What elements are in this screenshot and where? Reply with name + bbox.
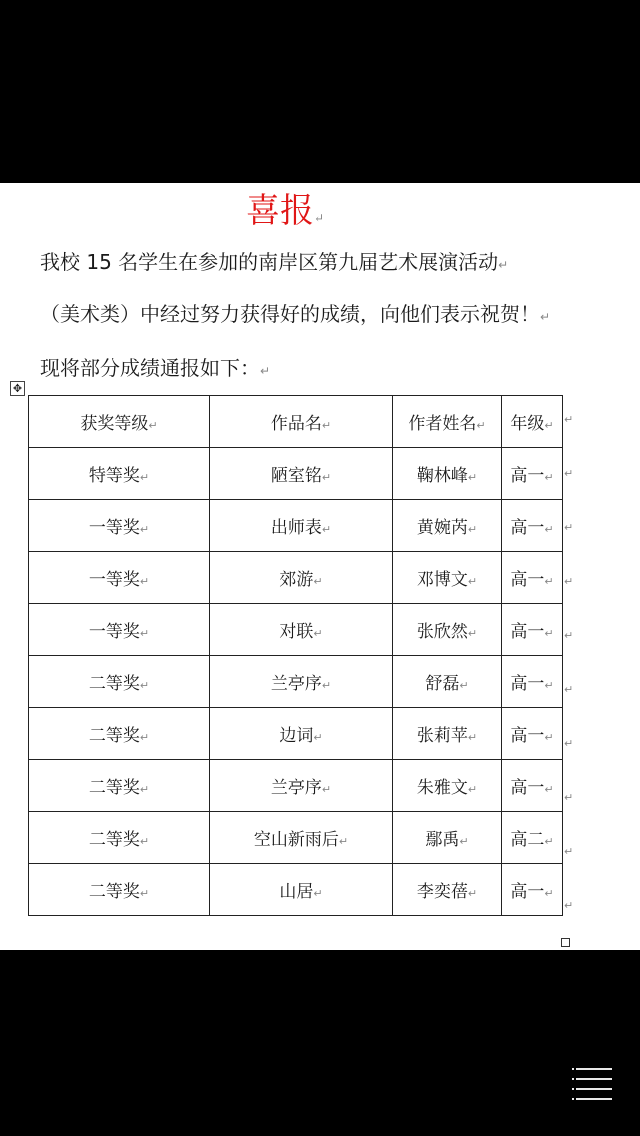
cell-text: 二等奖 — [88, 726, 140, 746]
author-name-cell — [393, 864, 502, 916]
cell-end-mark: ↵ — [313, 887, 323, 900]
cell-end-mark: ↵ — [139, 731, 150, 744]
cell-text: 高一 — [510, 674, 545, 694]
award-level-cell — [29, 864, 210, 916]
work-title-cell — [210, 708, 393, 760]
grade-cell — [502, 604, 563, 656]
work-title-cell — [210, 448, 393, 500]
cell-text: 二等奖 — [88, 882, 140, 902]
column-header — [502, 396, 563, 448]
author-name-cell — [393, 552, 502, 604]
work-title-cell — [210, 500, 393, 552]
row-end-mark: ↵ — [564, 629, 574, 642]
table-header-row — [29, 396, 563, 448]
move-icon[interactable]: ✥ — [10, 381, 25, 396]
cell-text: 山居 — [279, 882, 314, 902]
cell-text: 作品名 — [270, 414, 322, 434]
cell-text: 郊游 — [279, 570, 314, 590]
work-title-cell — [210, 864, 393, 916]
cell-text: 年级 — [510, 414, 545, 434]
cell-end-mark: ↵ — [476, 419, 486, 432]
grade-cell — [502, 448, 563, 500]
cell-text: 高一 — [510, 726, 545, 746]
award-level-cell — [29, 448, 210, 500]
row-end-mark: ↵ — [564, 467, 574, 480]
author-name-cell — [393, 760, 502, 812]
grade-cell — [502, 708, 563, 760]
cell-text: 兰亭序 — [270, 674, 322, 694]
grade-cell — [502, 552, 563, 604]
table-resize-handle[interactable] — [561, 938, 570, 947]
cell-text: 获奖等级 — [80, 414, 149, 434]
cell-text: 高一 — [510, 778, 545, 798]
cell-end-mark: ↵ — [321, 471, 332, 484]
cell-end-mark: ↵ — [459, 835, 469, 848]
cell-end-mark: ↵ — [544, 575, 554, 588]
cell-end-mark: ↵ — [467, 783, 478, 796]
grade-cell — [502, 656, 563, 708]
award-level-cell — [29, 500, 210, 552]
cell-text: 二等奖 — [88, 778, 140, 798]
paragraph-1: 我校 15 名学生在参加的南岸区第九届艺术展演活动↵ — [40, 250, 509, 274]
cell-end-mark: ↵ — [139, 835, 150, 848]
cell-text: 高一 — [510, 570, 545, 590]
cell-end-mark: ↵ — [544, 835, 554, 848]
author-name-cell — [393, 708, 502, 760]
cell-end-mark: ↵ — [321, 523, 332, 536]
grade-cell — [502, 760, 563, 812]
cell-end-mark: ↵ — [139, 783, 150, 796]
award-level-cell — [29, 708, 210, 760]
cell-text: 一等奖 — [88, 570, 140, 590]
cell-end-mark: ↵ — [467, 575, 478, 588]
cell-end-mark: ↵ — [544, 887, 554, 900]
cell-text: 高一 — [510, 622, 545, 642]
cell-text: 高一 — [510, 882, 545, 902]
grade-cell — [502, 500, 563, 552]
cell-text: 李奕蓓 — [416, 882, 468, 902]
cell-end-mark: ↵ — [338, 835, 349, 848]
document-page — [0, 183, 640, 950]
table-row — [29, 552, 563, 604]
row-end-mark: ↵ — [564, 791, 574, 804]
cell-text: 黄婉芮 — [416, 518, 468, 538]
cell-text: 高一 — [510, 466, 545, 486]
author-name-cell — [393, 656, 502, 708]
cell-end-mark: ↵ — [467, 471, 478, 484]
column-header — [393, 396, 502, 448]
table-row — [29, 604, 563, 656]
cell-end-mark: ↵ — [313, 575, 323, 588]
cell-text: 张欣然 — [416, 622, 468, 642]
document-title: 喜报↵ — [246, 191, 325, 231]
cell-end-mark: ↵ — [139, 679, 150, 692]
award-level-cell — [29, 812, 210, 864]
cell-text: 一等奖 — [88, 518, 140, 538]
cell-text: 二等奖 — [88, 830, 140, 850]
award-level-cell — [29, 552, 210, 604]
cell-end-mark: ↵ — [139, 575, 150, 588]
table-row — [29, 708, 563, 760]
cell-end-mark: ↵ — [544, 419, 554, 432]
cell-end-mark: ↵ — [467, 627, 478, 640]
author-name-cell — [393, 500, 502, 552]
cell-end-mark: ↵ — [313, 627, 323, 640]
paragraph-3: 现将部分成绩通报如下：↵ — [40, 356, 271, 380]
row-end-mark: ↵ — [564, 521, 574, 534]
cell-text: 陋室铭 — [270, 466, 322, 486]
row-end-mark: ↵ — [564, 575, 574, 588]
cell-text: 鞠林峰 — [416, 466, 468, 486]
grade-cell — [502, 812, 563, 864]
row-end-mark: ↵ — [564, 683, 574, 696]
cell-end-mark: ↵ — [544, 471, 554, 484]
cell-end-mark: ↵ — [544, 679, 554, 692]
menu-icon[interactable] — [572, 1066, 612, 1102]
cell-text: 特等奖 — [88, 466, 140, 486]
cell-text: 张莉苹 — [416, 726, 468, 746]
cell-end-mark: ↵ — [321, 679, 332, 692]
table-row — [29, 812, 563, 864]
column-header — [210, 396, 393, 448]
cell-end-mark: ↵ — [544, 523, 554, 536]
cell-text: 一等奖 — [88, 622, 140, 642]
cell-end-mark: ↵ — [139, 887, 150, 900]
cell-text: 高二 — [510, 830, 545, 850]
cell-end-mark: ↵ — [321, 783, 332, 796]
cell-end-mark: ↵ — [321, 419, 332, 432]
cell-text: 朱雅文 — [416, 778, 468, 798]
cell-text: 对联 — [279, 622, 314, 642]
cell-text: 空山新雨后 — [253, 830, 339, 850]
cell-text: 作者姓名 — [408, 414, 477, 434]
table-row — [29, 448, 563, 500]
row-end-mark: ↵ — [564, 899, 574, 912]
cell-end-mark: ↵ — [313, 731, 323, 744]
award-level-cell — [29, 604, 210, 656]
paragraph-2: （美术类）中经过努力获得好的成绩，向他们表示祝贺！↵ — [40, 302, 551, 326]
cell-end-mark: ↵ — [467, 731, 478, 744]
row-end-mark: ↵ — [564, 413, 574, 426]
cell-end-mark: ↵ — [139, 471, 150, 484]
award-level-cell — [29, 656, 210, 708]
cell-text: 鄢禹 — [425, 830, 460, 850]
author-name-cell — [393, 604, 502, 656]
awards-table — [28, 395, 563, 916]
work-title-cell — [210, 604, 393, 656]
cell-end-mark: ↵ — [139, 627, 150, 640]
table-row — [29, 864, 563, 916]
row-end-mark: ↵ — [564, 845, 574, 858]
table-row — [29, 656, 563, 708]
cell-end-mark: ↵ — [544, 627, 554, 640]
column-header — [29, 396, 210, 448]
cell-text: 兰亭序 — [270, 778, 322, 798]
cell-text: 二等奖 — [88, 674, 140, 694]
cell-end-mark: ↵ — [139, 523, 150, 536]
cell-text: 舒磊 — [425, 674, 460, 694]
author-name-cell — [393, 448, 502, 500]
row-end-mark: ↵ — [564, 737, 574, 750]
grade-cell — [502, 864, 563, 916]
table-row — [29, 760, 563, 812]
cell-text: 出师表 — [270, 518, 322, 538]
author-name-cell — [393, 812, 502, 864]
award-level-cell — [29, 760, 210, 812]
work-title-cell — [210, 552, 393, 604]
cell-end-mark: ↵ — [467, 887, 478, 900]
cell-end-mark: ↵ — [148, 419, 158, 432]
work-title-cell — [210, 812, 393, 864]
cell-text: 高一 — [510, 518, 545, 538]
cell-end-mark: ↵ — [544, 783, 554, 796]
table-row — [29, 500, 563, 552]
cell-text: 邓博文 — [416, 570, 468, 590]
work-title-cell — [210, 760, 393, 812]
cell-end-mark: ↵ — [459, 679, 469, 692]
work-title-cell — [210, 656, 393, 708]
cell-text: 边词 — [279, 726, 314, 746]
cell-end-mark: ↵ — [467, 523, 478, 536]
cell-end-mark: ↵ — [544, 731, 554, 744]
